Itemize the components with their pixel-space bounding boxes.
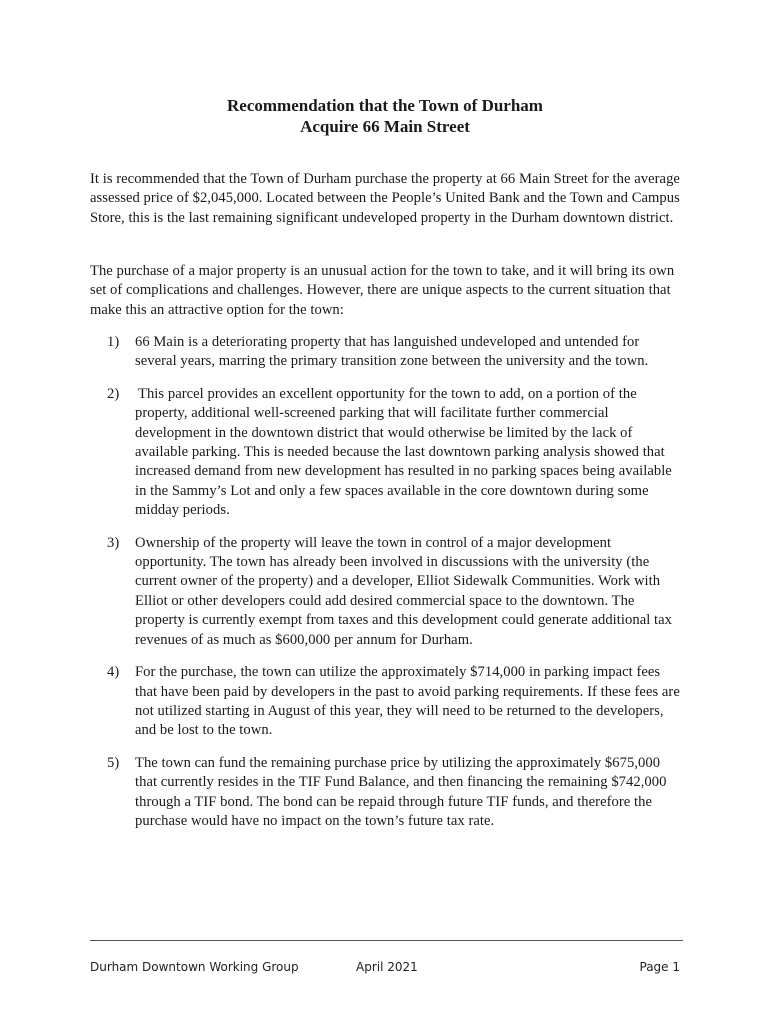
title-line-2: Acquire 66 Main Street xyxy=(300,117,470,136)
title-line-1: Recommendation that the Town of Durham xyxy=(227,96,543,115)
intro-paragraph: It is recommended that the Town of Durham purchase the property at 66 Main Street for the average assessed price of $2,045,000. Located between the People’s United Bank and the Town and Campus Store, this is the last remaining significant undeveloped property in the Durham downtown district. xyxy=(90,171,680,226)
footer-organization: Durham Downtown Working Group xyxy=(90,960,299,974)
list-item-text: For the purchase, the town can utilize the approximately $714,000 in parking impact fees that have been paid by developers in the past to avoid parking requirements. If these fees are not utilized starting in August of this year, they will need to be returned to the developers, and be lost to the town. xyxy=(135,664,680,739)
list-item-number: 3) xyxy=(107,534,120,551)
list-item-text: The town can fund the remaining purchase price by utilizing the approximately $675,000 that currently resides in the TIF Fund Balance, and then financing the remaining $742,000 through a TIF bond. The bond can be repaid through future TIF funds, and therefore the purchase would have no impact on the town’s future tax rate. xyxy=(135,754,667,829)
context-paragraph: The purchase of a major property is an unusual action for the town to take, and it will bring its own set of complications and challenges. However, there are unique aspects to the current situation that make this an attractive option for the town: xyxy=(90,263,675,318)
list-item xyxy=(90,663,684,741)
list-item-text: This parcel provides an excellent opportunity for the town to add, on a portion of the property, additional well-screened parking that will facilitate further commercial development in the downtown district that would otherwise be limited by the lack of available parking. This is needed because the last downtown parking analysis showed that increased demand from new development has resulted in no parking spaces being available in the Sammy’s Lot and only a few spaces available in the core downtown during some midday periods. xyxy=(135,385,672,519)
document-title xyxy=(0,95,770,137)
footer-page-number: Page 1 xyxy=(639,960,680,974)
list-item-text: 66 Main is a deteriorating property that has languished undeveloped and untended for several years, marring the primary transition zone between the university and the town. xyxy=(135,334,649,370)
list-item-number: 1) xyxy=(107,334,120,350)
list-item xyxy=(90,385,684,521)
list-item-number: 2) xyxy=(107,385,120,402)
list-item-text: Ownership of the property will leave the town in control of a major development opportunity. The town has already been involved in discussions with the university (the current owner of the property) and a developer, Elliot Sidewalk Communities. Work with Elliot or other developers could add desired commercial space to the downtown. The property is currently exempt from taxes and this development could generate additional tax revenues of as much as $600,000 per annum for Durham. xyxy=(135,534,672,648)
list-item-number: 5) xyxy=(107,754,120,771)
footer-divider xyxy=(90,940,683,941)
list-item xyxy=(90,333,684,372)
numbered-list xyxy=(90,333,684,844)
footer-date: April 2021 xyxy=(356,960,418,974)
list-item xyxy=(90,534,684,650)
list-item xyxy=(90,754,684,832)
list-item-number: 4) xyxy=(107,664,120,681)
